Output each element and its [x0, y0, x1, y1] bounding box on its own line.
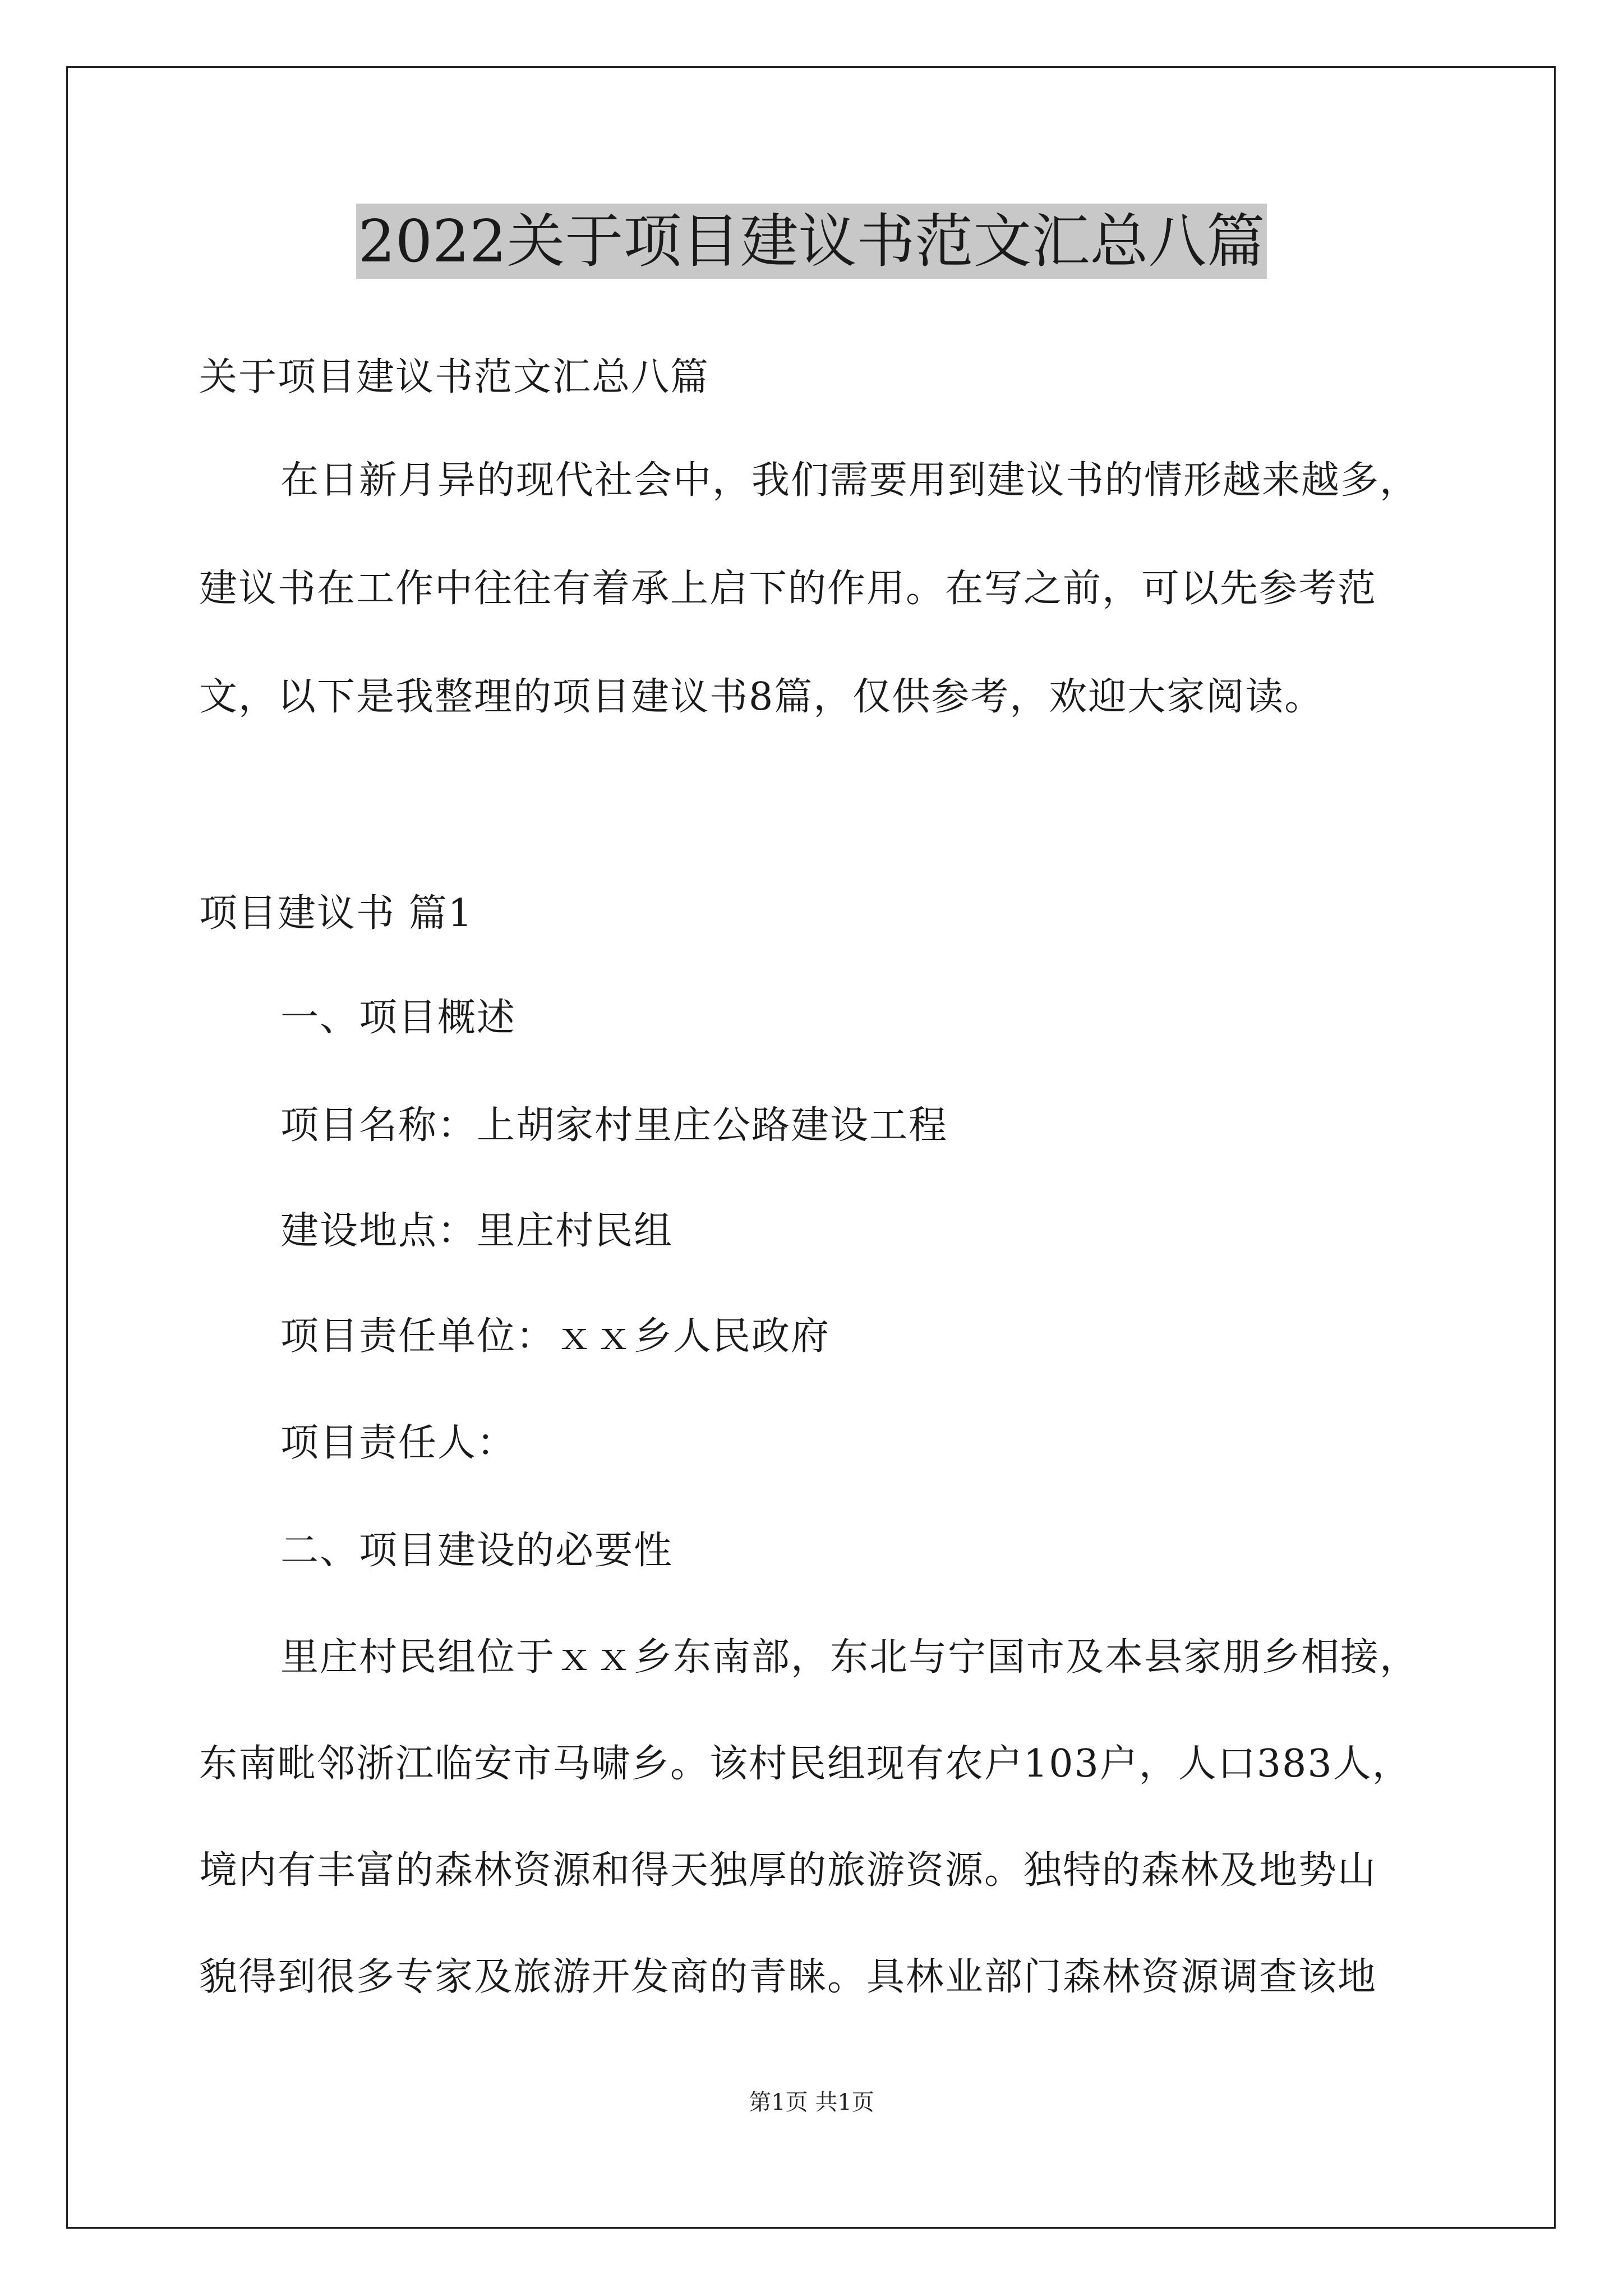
body-line-3: 境内有丰富的森林资源和得天独厚的旅游资源。独特的森林及地势山 — [199, 1848, 1377, 1893]
document-subtitle: 关于项目建议书范文汇总八篇 — [199, 355, 710, 399]
responsible-unit: 项目责任单位：ｘｘ乡人民政府 — [280, 1314, 831, 1359]
document-title — [0, 199, 1623, 283]
intro-line-3: 文，以下是我整理的项目建议书8篇，仅供参考，欢迎大家阅读。 — [199, 675, 1324, 719]
body-line-1: 里庄村民组位于ｘｘ乡东南部，东北与宁国市及本县家朋乡相接， — [280, 1635, 1419, 1680]
intro-line-2: 建议书在工作中往往有着承上启下的作用。在写之前，可以先参考范 — [199, 567, 1377, 611]
body-line-4: 貌得到很多专家及旅游开发商的青睐。具林业部门森林资源调查该地 — [199, 1955, 1377, 1999]
project-name: 项目名称：上胡家村里庄公路建设工程 — [280, 1103, 948, 1148]
overview-heading: 一、项目概述 — [280, 996, 517, 1040]
project-location: 建设地点：里庄村民组 — [280, 1209, 674, 1253]
page-footer: 第1页 共1页 — [749, 2090, 874, 2115]
necessity-heading: 二、项目建设的必要性 — [280, 1529, 674, 1573]
section-heading: 项目建议书 篇1 — [199, 891, 473, 936]
body-line-2: 东南毗邻浙江临安市马啸乡。该村民组现有农户103户，人口383人， — [199, 1742, 1412, 1786]
intro-line-1: 在日新月异的现代社会中，我们需要用到建议书的情形越来越多， — [280, 458, 1419, 503]
document-title-text: 2022关于项目建议书范文汇总八篇 — [356, 204, 1267, 279]
responsible-person: 项目责任人： — [280, 1421, 517, 1465]
